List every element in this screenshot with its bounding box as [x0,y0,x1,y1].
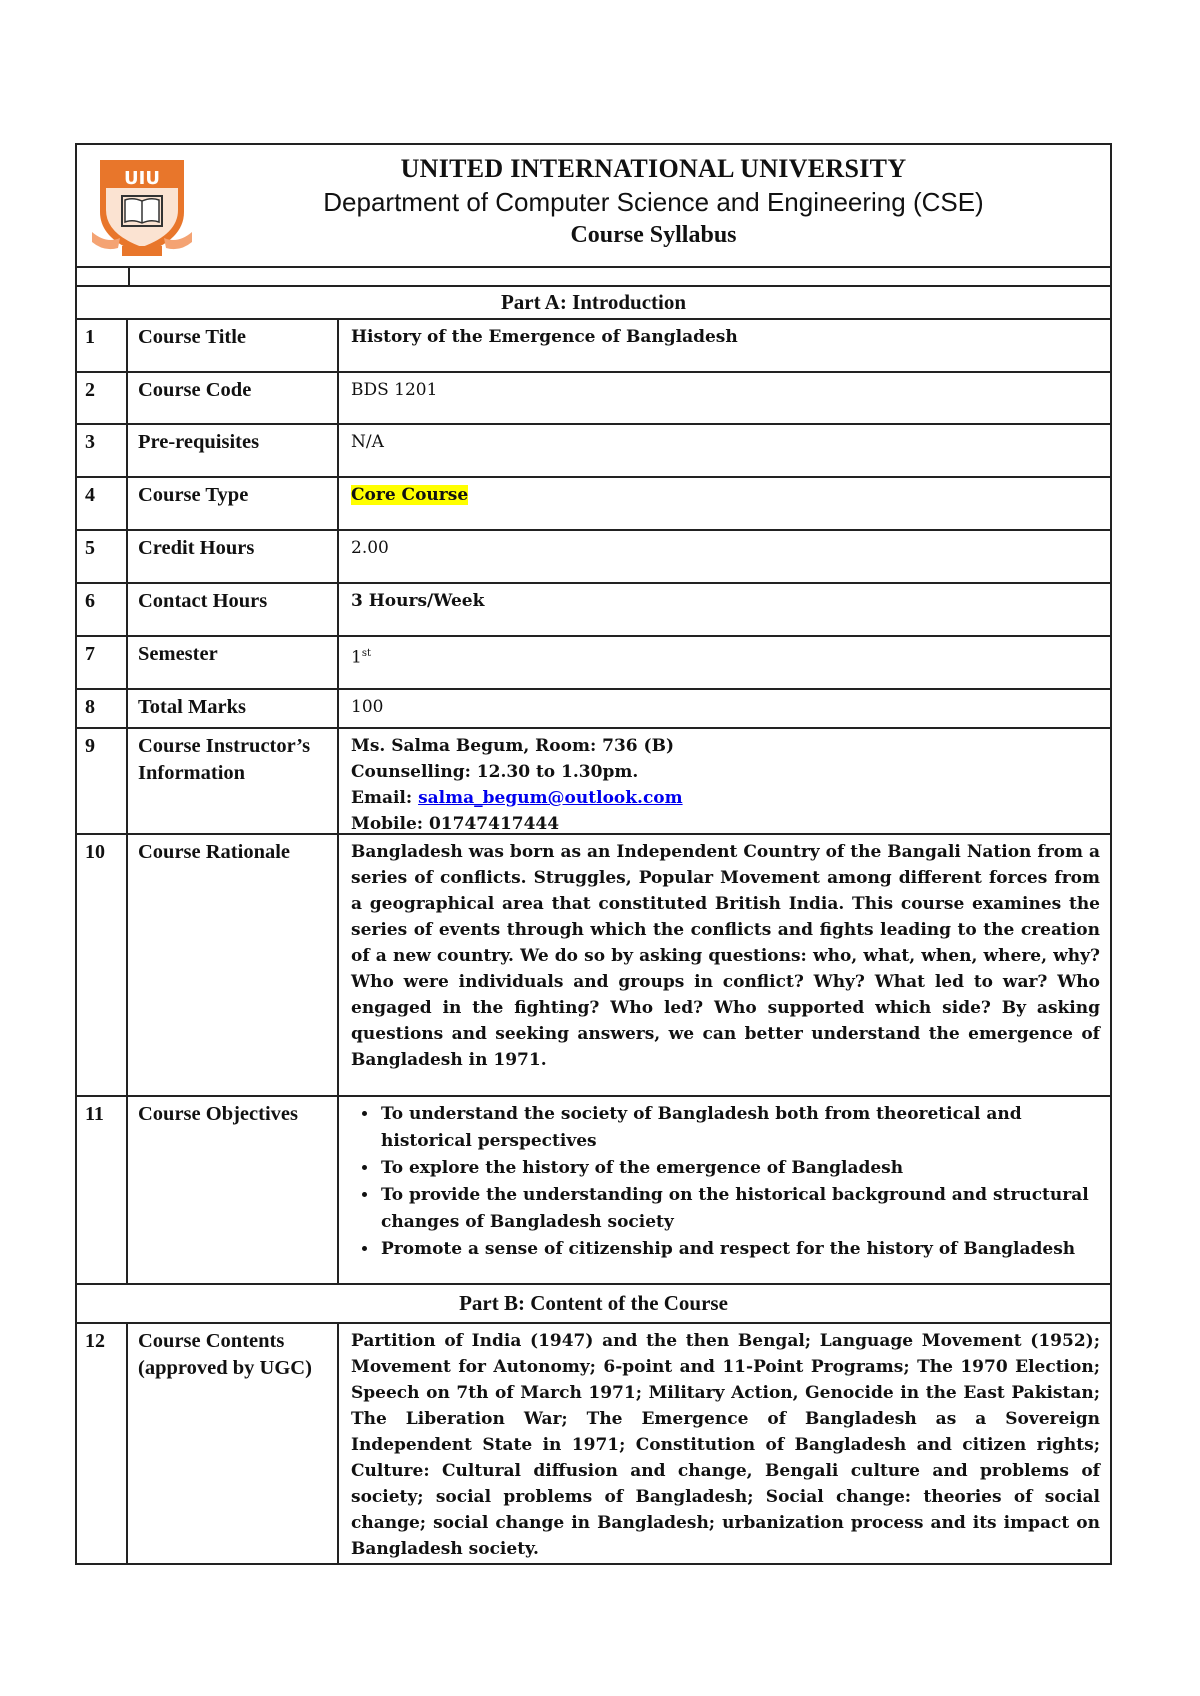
row-number: 6 [77,584,128,635]
university-name: UNITED INTERNATIONAL UNIVERSITY [400,154,907,183]
row-number: 2 [77,373,128,423]
table-row [77,729,1110,835]
row-number: 12 [77,1324,128,1563]
header-text [197,153,1110,251]
document-title: Course Syllabus [570,222,737,248]
table-row [77,1324,1110,1563]
instructor-email-link[interactable]: salma_begum@outlook.com [418,788,683,808]
column-divider [128,268,130,285]
syllabus-header [77,145,1110,268]
total-marks-value: 100 [351,697,384,717]
row-label: Course Objectives [128,1097,339,1283]
instructor-info [339,729,1110,833]
course-title-value: History of the Emergence of Bangladesh [351,327,738,347]
row-number: 1 [77,320,128,371]
row-label: Pre-requisites [128,425,339,476]
row-label: Semester [128,637,339,688]
credit-hours-value: 2.00 [351,538,389,558]
list-item: • Promote a sense of citizenship and respect for the history of Bangladesh [379,1236,1100,1263]
list-item: • To provide the understanding on the historical background and structural changes of Bangladesh society [379,1182,1100,1236]
empty-row [77,268,1110,287]
row-label: Credit Hours [128,531,339,582]
semester-ordinal: st [361,648,371,659]
table-row [77,690,1110,729]
table-row [77,835,1110,1097]
row-label: Course Rationale [128,835,339,1095]
table-row [77,637,1110,690]
instructor-email-line [351,785,1100,811]
row-label: Course Title [128,320,339,371]
row-label: Course Instructor’s Information [128,729,339,833]
table-row [77,425,1110,478]
row-label: Course Code [128,373,339,423]
course-objectives-cell [339,1097,1110,1283]
semester-value: 1 [351,647,362,668]
part-a-title: Part A: Introduction [77,287,1110,320]
table-row [77,531,1110,584]
prerequisites-value: N/A [351,432,384,452]
list-item: • To understand the society of Bangladesh both from theoretical and historical perspectives [379,1101,1100,1155]
syllabus-table [75,143,1112,1565]
row-number: 3 [77,425,128,476]
instructor-mobile: Mobile: 01747417444 [351,814,560,834]
university-crest-icon [92,154,192,258]
row-number: 10 [77,835,128,1095]
row-number: 8 [77,690,128,727]
crest-lettering: UIU [124,168,160,189]
course-code-value: BDS 1201 [351,380,438,400]
row-label: Course Type [128,478,339,529]
instructor-counselling: Counselling: 12.30 to 1.30pm. [351,762,639,782]
table-row [77,320,1110,373]
list-item: • To explore the history of the emergence of Bangladesh [379,1155,1100,1182]
table-row [77,373,1110,425]
course-rationale-text: Bangladesh was born as an Independent Country of the Bangali Nation from a series of conflicts. Struggles, Popular Movement among different forces from a geographical area that constituted British India. This course examines the series of events through which the conflicts and fights leading to the creation of a new country. We do so by asking questions: who, what, when, where, why? Who were individuals and groups in conflict? Why? What led to war? Who engaged in the fighting? Who led? Who supported which side? By asking questions and seeking answers, we can better understand the emergence of Bangladesh in 1971. [351,842,1100,1070]
email-label: Email: [351,788,419,808]
row-number: 11 [77,1097,128,1283]
table-row [77,584,1110,637]
row-label: Contact Hours [128,584,339,635]
table-row [77,478,1110,531]
row-number: 4 [77,478,128,529]
part-b-title: Part B: Content of the Course [77,1285,1110,1324]
course-contents-text: Partition of India (1947) and the then Bengal; Language Movement (1952); Movement for Autonomy; 6-point and 11-Point Programs; The 1970 Election; Speech on 7th of March 1971; Military Action, Genocide in the East Pakistan; The Liberation War; The Emergence of Bangladesh as a Sovereign Independent State in 1971; Constitution of Bangladesh and citizen rights; Culture: Cultural diffusion and change, Bengali culture and problems of society; social problems of Bangladesh; Social change: theories of social change; social change in Bangladesh; urbanization process and its impact on Bangladesh society. [351,1331,1100,1559]
objectives-list [343,1101,1100,1263]
row-label: Course Contents (approved by UGC) [128,1324,339,1563]
instructor-name-room: Ms. Salma Begum, Room: 736 (B) [351,736,674,756]
row-number: 5 [77,531,128,582]
course-type-cell [339,478,1110,529]
row-number: 9 [77,729,128,833]
course-type-value: Core Course [351,485,469,505]
semester-cell [339,637,1110,688]
contact-hours-value: 3 Hours/Week [351,591,485,611]
table-row [77,1097,1110,1285]
row-number: 7 [77,637,128,688]
row-label: Total Marks [128,690,339,727]
department-name: Department of Computer Science and Engineering (CSE) [323,187,984,217]
